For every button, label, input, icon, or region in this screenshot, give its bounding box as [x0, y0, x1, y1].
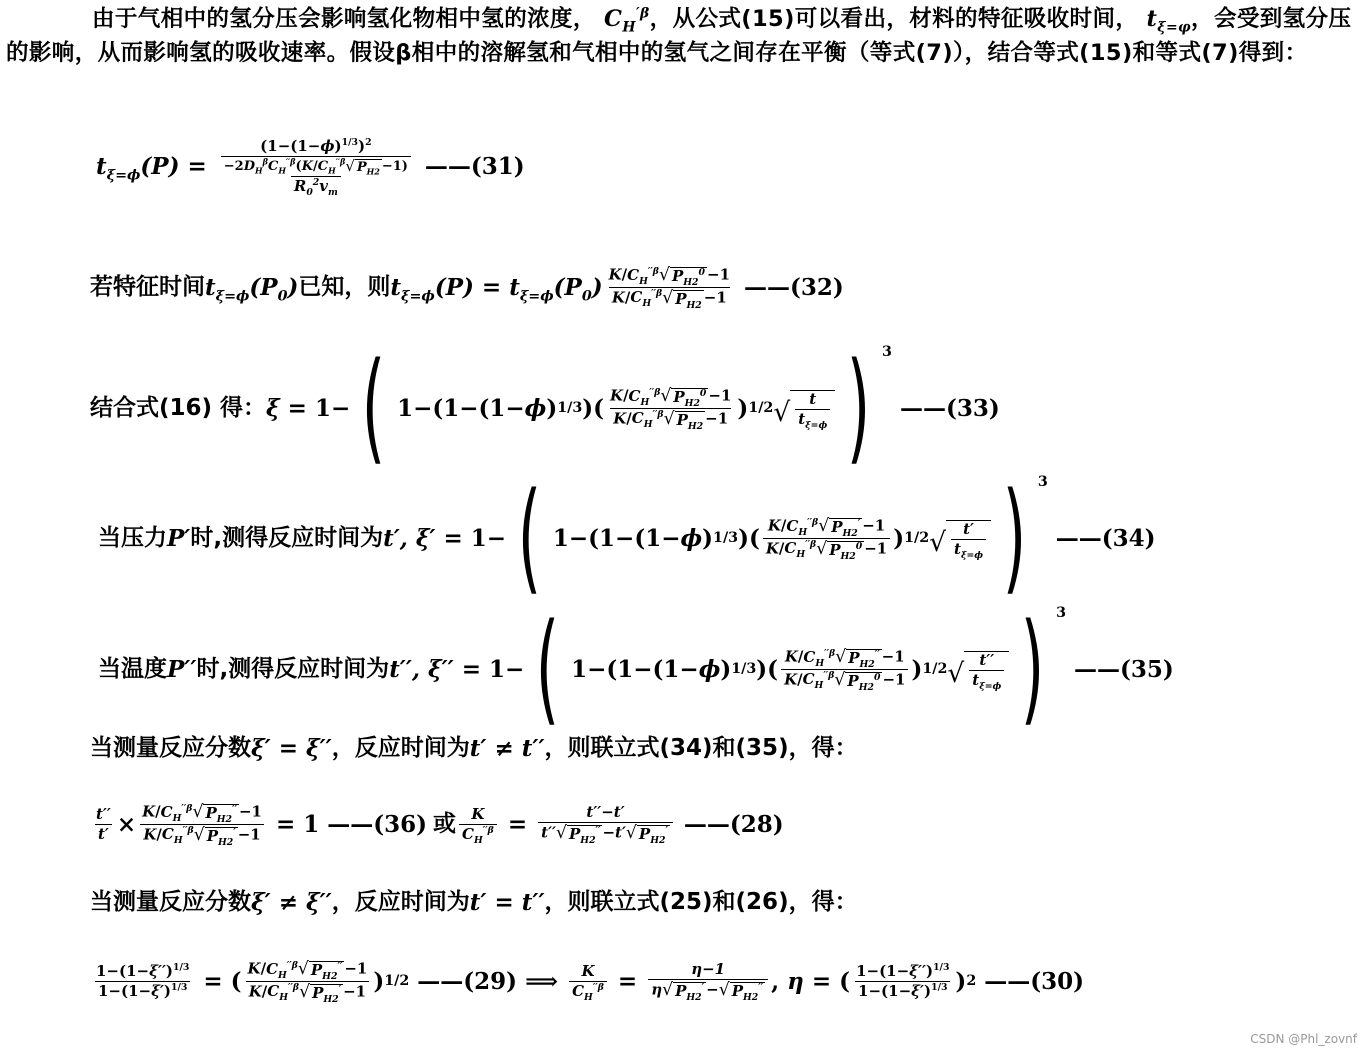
eq35-number: ——(35)	[1074, 655, 1174, 683]
equation-32: 若特征时间 $t_{\xi=\phi}(P_0)$ 已知，则 $t_{\xi=\phi}(P)$ = $t_{\xi=\phi}(P_0)$ $K/C_H^{''\beta}$ √ $P_{H2}^0$ −1 $K/C_H^{''\beta}$ √ $P_{H2}$ −1 ——(32)	[90, 265, 844, 311]
equation-29-30: $\frac{1-(1-\xi'')^{1/3}}{1-(1-\xi')^{1/3}}$ = ( $K/C_H^{''\beta}$ √ $P_{H2}''$ −1 $K/C_H^{''\beta}$ √ $P_{H2}'$ −1 ) 1/2 ——(29) ⟹ $\frac{K}{C_H^{''\beta}}$ = η−1 η √ $P_{H2}'$ − √ $P_{H2}''$ , η = ( $\frac{1-(1-\xi'')^{1/3}}{1-(1-\xi')^{1/3}}$ ) 2 ——(30)	[96, 959, 1085, 1005]
eq28-number: ——(28)	[683, 810, 784, 838]
case2-heading: 当测量反应分数 ξ′ ≠ ξ′′ ，反应时间为 t′ = t′′ ，则联立式(25)和(26)，得：	[90, 888, 858, 916]
equation-34: 当压力 P′ 时,测得反应时间为 t′, ξ′ = 1− ( 1−(1−(1− ϕ ) 1/3 )( $K/C_H^{''\beta}$ √ $P_{H2}'$ −1 $K/C_H^{''\beta}$ √ $P_{H2}^0$ −1 ) 1/2 √ $\frac{t'}{t_{\xi=\phi}}$ ) $^3$ ——(34)	[98, 468, 1156, 607]
case1-heading: 当测量反应分数 ξ′ = ξ′′ ，反应时间为 t′ ≠ t′′ ，则联立式(34)和(35)，得：	[90, 734, 858, 762]
intro-paragraph: 由于气相中的氢分压会影响氢化物相中氢的浓度， $C_H^{'\beta}$，从公式(15)可以看出，材料的特征吸收时间， $t_{\xi=\varphi}$，会受到氢分压的影响，从而影响氢的吸收速率。假设β相中的溶解氢和气相中的氢气之间存在平衡（等式(7)），结合等式(15)和等式(7)得到：	[6, 5, 1352, 66]
eq32-number: ——(32)	[744, 273, 844, 301]
equation-36-28: $\frac{t''}{t'}$ × $K/C_H^{''\beta}$ √ $P_{H2}''$ −1 $K/C_H^{''\beta}$ √ $P_{H2}'$ −1 = 1 ——(36) 或 $\frac{K}{C_H^{''\beta}}$ = t′′−t′ t′′ √ $P_{H2}''$ −t′ √ $P_{H2}'$ ——(28)	[96, 802, 784, 848]
equation-33: 结合式(16) 得： ξ = 1− ( 1−(1−(1− ϕ ) 1/3 )( $K/C_H^{''\beta}$ √ $P_{H2}^0$ −1 $K/C_H^{''\beta}$ √ $P_{H2}$ −1 ) 1/2 √ $\frac{t}{t_{\xi=\phi}}$ ) $^3$ ——(33)	[90, 338, 1000, 477]
eq33-number: ——(33)	[899, 394, 1000, 422]
equation-31: $t_{\xi=\phi}(P)$ = $(1-(1-\phi)^{1/3})^2$ $-2D_H^\beta C_H^{''\beta}(K/C_H^{''\beta}$ √ $P_{H2}$ −1) $R_0^2v_m$ ——(31)	[96, 136, 525, 198]
watermark: CSDN @Phl_zovnf	[1250, 1032, 1357, 1046]
eq34-number: ——(34)	[1055, 524, 1156, 552]
eq36-number: ——(36)	[327, 810, 428, 838]
eq29-number: ——(29)	[417, 967, 518, 995]
equation-35: 当温度 P′′ 时,测得反应时间为 t′′, ξ′′ = 1− ( 1−(1−(1− ϕ ) 1/3 )( $K/C_H^{''\beta}$ √ $P_{H2}''$ −1 $K/C_H^{''\beta}$ √ $P_{H2}^0$ −1 ) 1/2 √ $\frac{t''}{t_{\xi=\phi}}$ ) $^3$ ——(35)	[98, 599, 1174, 738]
eq30-number: ——(30)	[984, 967, 1085, 995]
eq31-number: ——(31)	[424, 152, 525, 180]
